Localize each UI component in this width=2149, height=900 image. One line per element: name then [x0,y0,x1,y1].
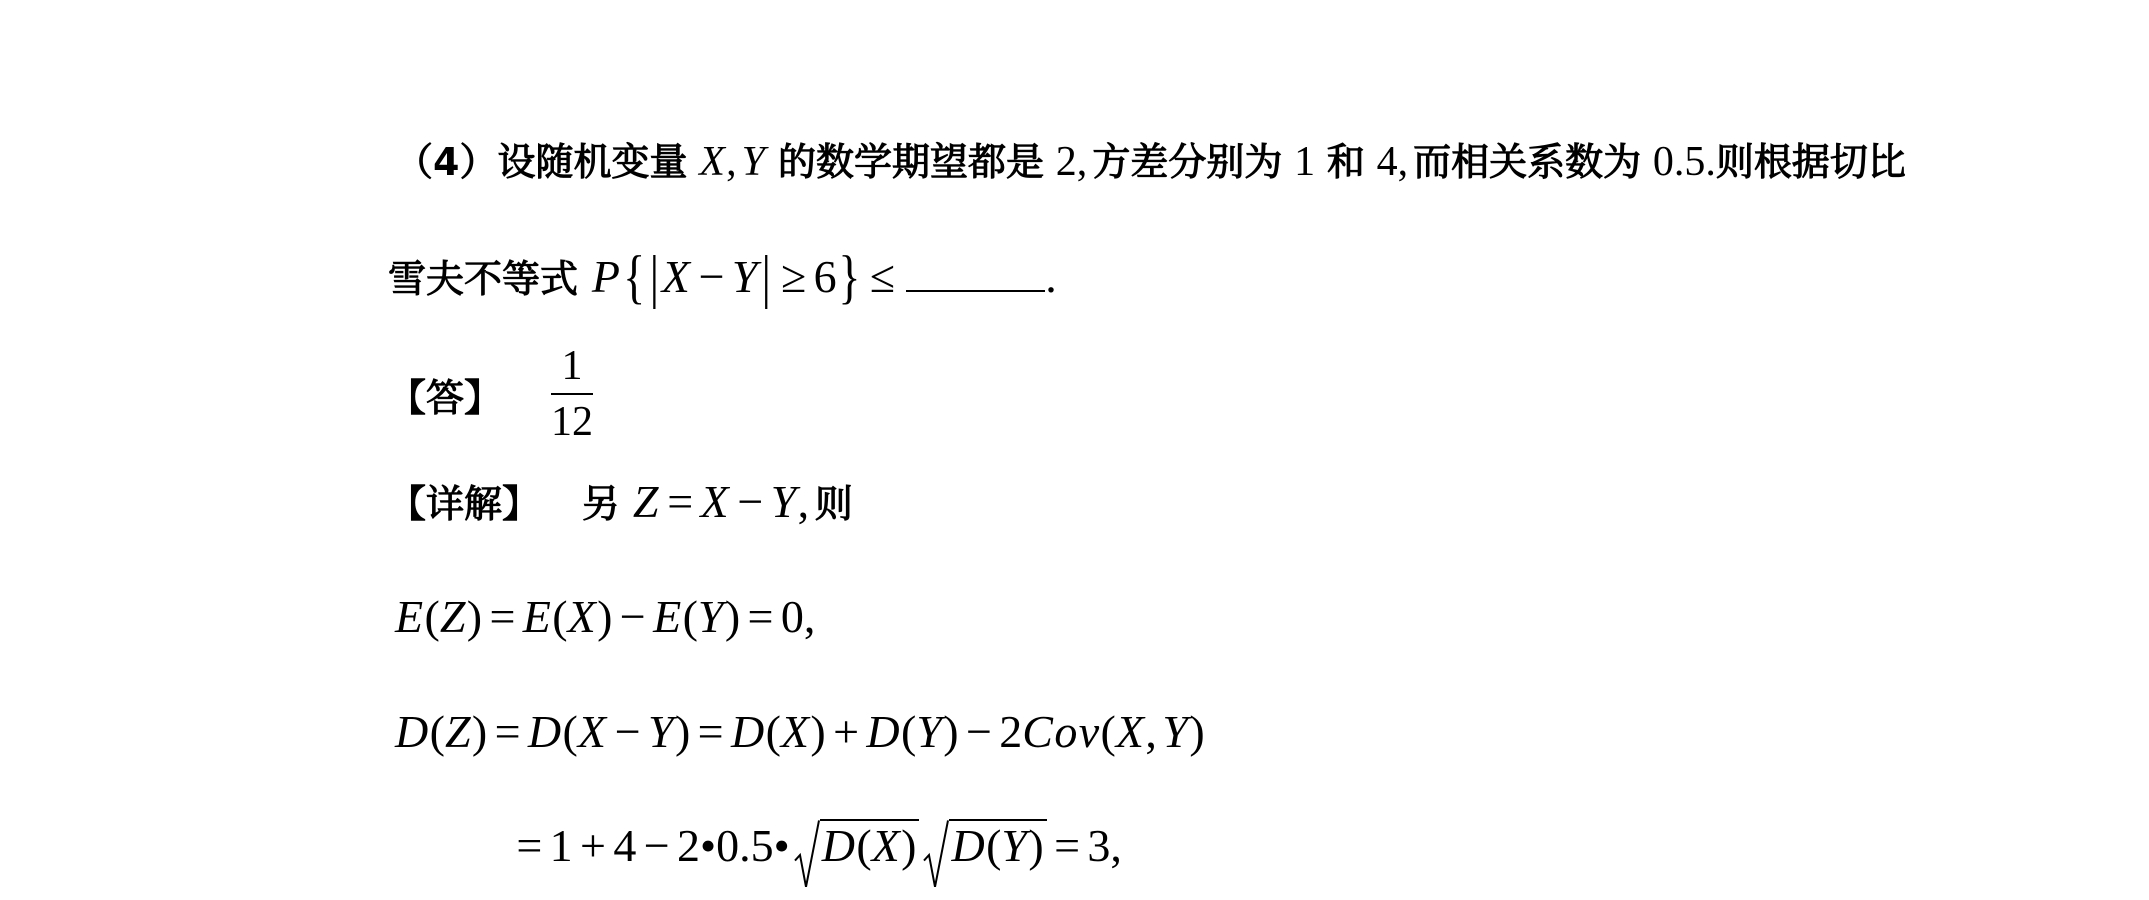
square-root-dy [923,819,1046,891]
math-operator: = [747,591,774,642]
math-number: 0 [1652,139,1674,185]
fraction-denominator: 12 [551,399,594,445]
math-symbol: ) [674,706,691,757]
math-expression [1653,139,1716,185]
math-symbol: ) [1028,820,1044,871]
math-operator: − [965,706,992,757]
math-number: 2 [1055,139,1077,185]
math-variable: Y [916,706,942,757]
solution-step-2 [395,702,1205,762]
math-operator: − [614,706,641,757]
math-symbol: ) [597,591,613,642]
math-number: 2 [677,820,701,871]
math-variable: E [653,591,682,642]
math-comma: , [1110,820,1122,871]
math-variable: C [1022,706,1053,757]
math-variable: Y [741,139,766,185]
question-text: 设随机变量 [497,140,688,184]
math-symbol: ) [943,706,959,757]
left-brace: { [623,243,646,310]
math-expression [1377,139,1414,185]
period [1045,251,1057,302]
square-root-sign-icon [794,819,820,891]
solution-intro-line [388,472,853,532]
solution-step-1 [395,587,821,647]
math-number: 0 [780,591,804,642]
math-operator: = [697,706,724,757]
math-expression [395,706,1205,757]
absolute-value-bar-left: | [649,243,660,310]
math-variable: Z [439,591,466,642]
absolute-value-bar-right: | [761,243,771,310]
question-text: 雪夫不等式 [388,257,579,301]
math-number: 0 [716,820,740,871]
math-comma: , [1397,139,1409,185]
math-number: 5 [750,820,774,871]
math-symbol: ) [724,591,741,642]
math-symbol: ( [682,591,698,642]
math-variable: Z [632,476,659,527]
math-variable: X [1115,706,1144,757]
math-variable: Y [697,591,724,642]
math-variable: Y [1001,820,1028,871]
square-root-dx [794,819,920,891]
solution-step-3 [509,816,1127,876]
math-symbol: ( [856,820,872,871]
math-variable: E [522,591,551,642]
math-variable: D [866,706,900,757]
math-comma: , [797,476,810,527]
math-symbol: ) [901,820,917,871]
math-expression [699,139,766,185]
math-operator: = [494,706,521,757]
math-variable: E [395,591,424,642]
math-variable: D [951,820,985,871]
math-operator: + [833,706,860,757]
math-symbol: . [739,820,751,871]
math-symbol: • [700,820,717,871]
math-number: 1 [1294,139,1316,185]
math-symbol: ( [901,706,917,757]
math-variable: Y [1162,706,1188,757]
math-number: 4 [613,820,637,871]
math-symbol: ( [986,820,1002,871]
math-symbol: ( [1100,706,1116,757]
math-variable: X [699,139,725,185]
math-variable: D [395,706,429,757]
question-text: 而相关系数为 [1413,140,1642,184]
math-variable: X [780,706,810,757]
math-symbol: ( [552,591,568,642]
math-comma: , [726,139,737,185]
math-variable: D [730,706,765,757]
math-symbol: . [1705,139,1716,185]
solution-text: 另 [582,482,621,526]
math-expression [862,251,902,302]
math-variable: D [821,820,855,871]
math-variable: X [871,820,900,871]
math-operator: = [667,476,694,527]
math-number: 3 [1087,820,1111,871]
math-symbol: . [1673,139,1685,185]
math-symbol: . [1045,251,1057,302]
math-variable: X [661,251,690,302]
math-variable: Y [648,706,674,757]
radicand [820,819,920,871]
math-operator: − [737,476,764,527]
question-line-2 [388,243,1057,310]
math-operator: − [698,251,725,302]
question-number: （4） [395,140,498,184]
square-root-sign-icon [923,819,949,891]
math-expression [1294,139,1315,185]
math-variable: P [591,251,620,302]
math-operator: − [619,591,646,642]
math-number: 1 [549,820,573,871]
math-variable: o [1054,706,1078,757]
math-symbol: ( [765,706,781,757]
math-symbol: ) [1189,706,1205,757]
math-variable: X [700,476,729,527]
solution-label: 【详解】 [388,482,541,526]
question-line-1 [395,132,1906,192]
math-operator: = [1054,820,1081,871]
fraction-numerator: 1 [561,343,583,389]
math-number: 6 [813,251,837,302]
math-operator: = [489,591,516,642]
question-text: 则根据切比 [1715,140,1906,184]
math-variable: Y [770,476,797,527]
math-operator: = [516,820,543,871]
math-expression [774,251,837,302]
solution-text: 则 [814,482,853,526]
answer-row [388,337,596,451]
math-symbol: ) [471,706,488,757]
answer-blank [906,282,1045,292]
math-comma: , [1145,706,1157,757]
math-operator: + [580,820,606,871]
math-number: 4 [1376,139,1398,185]
math-variable: Y [731,251,758,302]
probability-symbol [592,251,621,302]
math-symbol: • [773,820,790,871]
answer-label: 【答】 [388,375,503,420]
math-variable: D [527,706,562,757]
math-expression [509,820,790,871]
math-operator: − [643,820,670,871]
math-expression [395,591,821,642]
math-variable: X [577,706,606,757]
math-number: 5 [1684,139,1706,185]
math-comma: , [803,591,816,642]
math-symbol: ( [429,706,445,757]
math-expression [662,251,759,302]
math-symbol: ( [562,706,578,757]
math-operator: ≥ [780,251,807,302]
math-variable: Z [444,706,471,757]
math-number: 2 [999,706,1023,757]
answer-fraction [548,339,596,449]
math-expression [633,476,815,527]
right-brace: } [838,243,861,310]
math-symbol: ( [424,591,440,642]
math-variable: X [567,591,596,642]
math-expression [1047,820,1128,871]
math-symbol: ) [810,706,826,757]
math-operator: ≤ [869,251,895,302]
math-expression [1056,139,1093,185]
radicand [949,819,1046,871]
math-comma: , [1076,139,1088,185]
question-text: 方差分别为 [1092,140,1283,184]
question-text: 和 [1326,140,1365,184]
question-text: 的数学期望都是 [778,140,1045,184]
math-symbol: ) [466,591,483,642]
math-variable: v [1078,706,1100,757]
